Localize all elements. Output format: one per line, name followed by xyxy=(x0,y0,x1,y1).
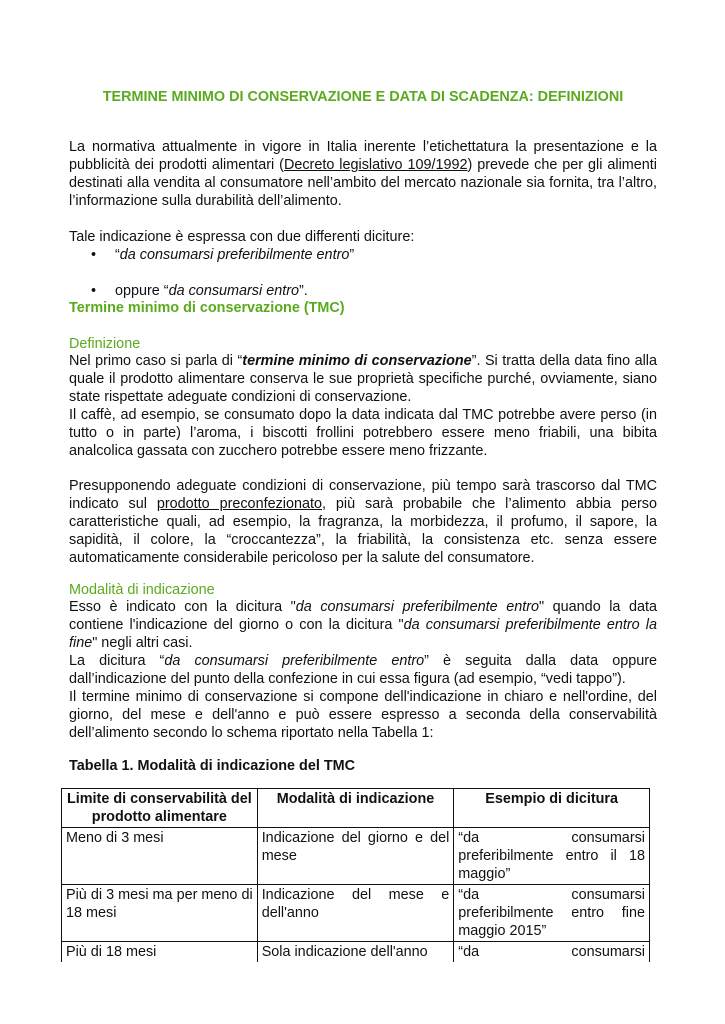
bullet-icon: • xyxy=(91,283,97,299)
intro-text: La normativa attualmente in vigore in Italia inerente l’etichettatura la presentazione e la pubblicità dei prodotti alimentari ( xyxy=(69,139,657,173)
table-cell: Indicazione del giorno e del mese xyxy=(257,828,454,885)
modalita-paragraph-1: Esso è indicato con la dicitura "da consumarsi preferibilmente entro" quando la data contiene l'indicazione del giorno o con la dicitura "da consumarsi preferibilmente entro la fine" negli altri casi. xyxy=(69,599,657,651)
intro-text-end: ) prevede che per gli alimenti destinati alla vendita al consumatore nell’ambito del mercato nazionale sia fornita, tra l’altro, l’informazione sulla durabilità dell’alimento. xyxy=(69,157,657,209)
tmc-heading: Termine minimo di conservazione (TMC) xyxy=(69,300,345,316)
definition-heading: Definizione xyxy=(69,336,141,352)
document-page xyxy=(66,0,658,960)
modalita-paragraph-3: Il termine minimo di conservazione si compone dell'indicazione in chiaro e nell'ordine, del giorno, del mese e dell'anno e può essere espresso a seconda della conservabilità dell’alimento secondo lo schema riportato nella Tabella 1: xyxy=(69,689,657,741)
modalita-heading: Modalità di indicazione xyxy=(69,582,215,598)
table-cell: “da consumarsi preferibilmente entro fine maggio 2015” xyxy=(454,885,650,942)
tmc-term: termine minimo di conservazione xyxy=(242,353,472,369)
intro-paragraph xyxy=(69,138,657,210)
table-row xyxy=(62,828,650,885)
definition-paragraph-1: Nel primo caso si parla di “termine minimo di conservazione”. Si tratta della data fino alla quale il prodotto alimentare conserva le sue proprietà specifiche purché, ovviamente, siano state rispettate adeguate condizioni di conservazione. xyxy=(69,353,657,405)
table-cell: “da consumarsi xyxy=(454,942,650,963)
presupponendo-paragraph: Presupponendo adeguate condizioni di conservazione, più tempo sarà trascorso dal TMC indicato sul prodotto preconfezionato, più sarà probabile che l’alimento abbia perso caratteristiche quali, ad esempio, la fragranza, la morbidezza, il profumo, il sapore, la sapidità, il colore, la “croccantezza”, la friabilità, la consistenza etc. senza essere automaticamente considerabile pericoloso per la salute del consumatore. xyxy=(69,478,658,566)
bullet-item-1: • “da consumarsi preferibilmente entro” xyxy=(91,247,355,263)
bullet2-phrase: da consumarsi entro xyxy=(168,283,299,299)
table-header-row xyxy=(62,789,650,828)
tmc-table xyxy=(61,788,650,962)
bullet-item-2: • oppure “da consumarsi entro”. xyxy=(91,283,308,299)
document-title: TERMINE MINIMO DI CONSERVAZIONE E DATA DI SCADENZA: DEFINIZIONI xyxy=(102,89,624,105)
table-cell: Indicazione del mese e dell'anno xyxy=(257,885,454,942)
bullet1-phrase: da consumarsi preferibilmente entro xyxy=(119,247,350,263)
table-row xyxy=(62,885,650,942)
table-cell: Meno di 3 mesi xyxy=(62,828,258,885)
table-cell: “da consumarsi preferibilmente entro il 18 maggio” xyxy=(454,828,650,885)
indication-lead: Tale indicazione è espressa con due differenti diciture: xyxy=(69,229,415,245)
table-header-cell: Limite di conservabilità del prodotto alimentare xyxy=(62,789,258,828)
prodotto-preconfezionato-link[interactable]: prodotto preconfezionato xyxy=(156,496,322,512)
table-header-cell: Modalità di indicazione xyxy=(257,789,454,828)
table-header-cell: Esempio di dicitura xyxy=(454,789,650,828)
bullet-icon: • xyxy=(91,247,97,263)
table-cell: Più di 18 mesi xyxy=(62,942,258,963)
modalita-paragraph-2: La dicitura “da consumarsi preferibilmente entro” è seguita dalla data oppure dall’indicazione del punto della confezione in cui essa figura (ad esempio, “vedi tappo”). xyxy=(69,653,657,687)
table-row xyxy=(62,942,650,963)
decreto-link[interactable]: Decreto legislativo 109/1992 xyxy=(283,157,468,173)
definition-paragraph-2: Il caffè, ad esempio, se consumato dopo la data indicata dal TMC potrebbe avere perso (in tutto o in parte) l’aroma, i biscotti frollini potrebbero essere meno friabili, una bibita analcolica gassata con zucchero potrebbe essere meno frizzante. xyxy=(69,407,657,459)
table-cell: Sola indicazione dell'anno xyxy=(257,942,454,963)
table-caption: Tabella 1. Modalità di indicazione del TMC xyxy=(69,758,355,774)
table-cell: Più di 3 mesi ma per meno di 18 mesi xyxy=(62,885,258,942)
